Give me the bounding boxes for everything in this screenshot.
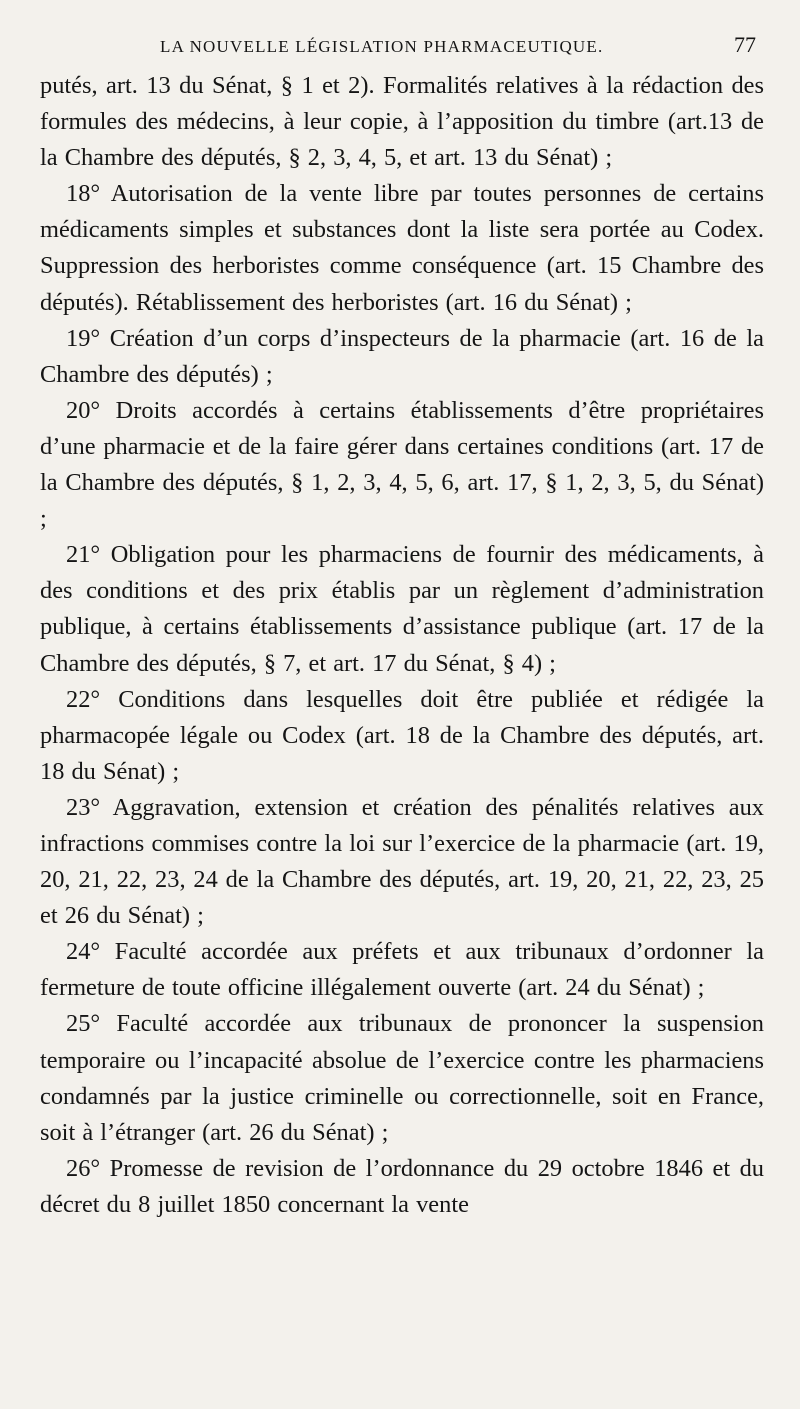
paragraph-item-26: 26° Promesse de revision de l’ordonnance du 29 octobre 1846 et du décret du 8 juillet 1850 concernant la vente [40, 1154, 764, 1218]
running-head [40, 32, 764, 68]
paragraph-item-23: 23° Aggravation, extension et création des pénalités relatives aux infractions commises contre la loi sur l’exercice de la pharmacie (art. 19, 20, 21, 22, 23, 24 de la Chambre des députés, art. 19, 20, 21, 22, 23, 25 et 26 du Sénat) ; [40, 793, 764, 930]
paragraph-item-20: 20° Droits accordés à certains établissements d’être propriétaires d’une pharmacie et de la faire gérer dans certaines conditions (art. 17 de la Chambre des députés, § 1, 2, 3, 4, 5, 6, art. 17, § 1, 2, 3, 5, du Sénat) ; [40, 396, 764, 533]
paragraph-continuation: putés, art. 13 du Sénat, § 1 et 2). Formalités relatives à la rédaction des formules des médecins, à leur copie, à l’apposition du timbre (art.13 de la Chambre des députés, § 2, 3, 4, 5, et art. 13 du Sénat) ; [40, 72, 764, 172]
paragraph-item-24: 24° Faculté accordée aux préfets et aux tribunaux d’ordonner la fermeture de toute officine illégalement ouverte (art. 24 du Sénat) ; [40, 938, 764, 1002]
paragraph-item-19: 19° Création d’un corps d’inspecteurs de la pharmacie (art. 16 de la Chambre des députés) ; [40, 324, 764, 388]
paragraph-item-25: 25° Faculté accordée aux tribunaux de prononcer la suspension temporaire ou l’incapacité absolue de l’exercice contre les pharmaciens condamnés par la justice criminelle ou correctionnelle, soit en France, soit à l’étranger (art. 26 du Sénat) ; [40, 1010, 764, 1146]
page-number: 77 [734, 32, 756, 57]
paragraph-item-22: 22° Conditions dans lesquelles doit être publiée et rédigée la pharmacopée légale ou Codex (art. 18 de la Chambre des députés, art. 18 du Sénat) ; [40, 685, 764, 785]
paragraph-item-21: 21° Obligation pour les pharmaciens de fournir des médicaments, à des conditions et des prix établis par un règlement d’administration publique, à certains établissements d’assistance publique (art. 17 de la Chambre des députés, § 7, et art. 17 du Sénat, § 4) ; [40, 541, 764, 677]
paragraph-item-18: 18° Autorisation de la vente libre par toutes personnes de certains médicaments simples et substances dont la liste sera portée au Codex. Suppression des herboristes comme conséquence (art. 15 Chambre des députés). Rétablissement des herboristes (art. 16 du Sénat) ; [40, 180, 764, 316]
running-title: LA NOUVELLE LÉGISLATION PHARMACEUTIQUE. [160, 37, 604, 56]
body-text [40, 68, 764, 1223]
